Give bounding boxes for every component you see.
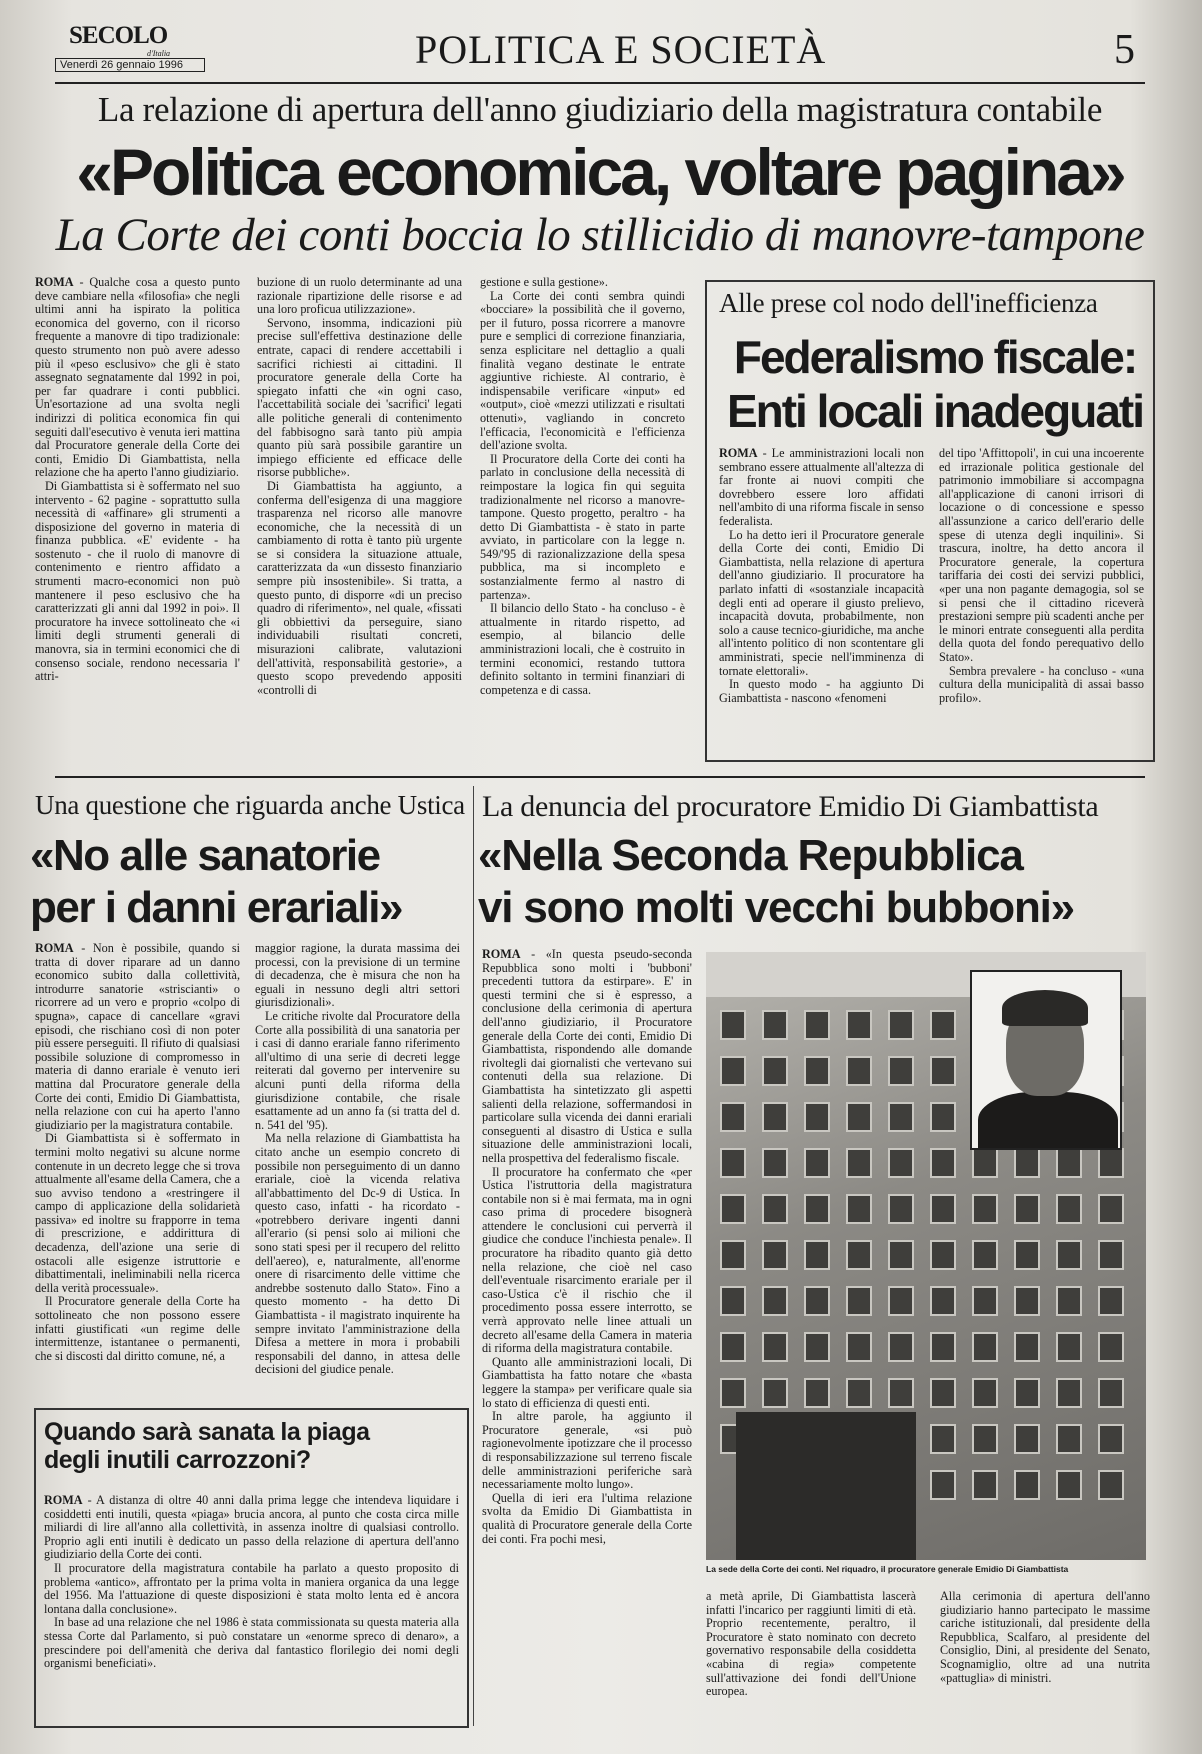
page-number: 5 xyxy=(1114,27,1135,73)
building-window xyxy=(720,1148,746,1178)
building-window xyxy=(930,1010,956,1040)
building-window xyxy=(1098,1240,1124,1270)
building-window xyxy=(846,1102,872,1132)
paragraph: - Qualche cosa a questo punto deve cambiare nella «filosofia» che negli ultimi anni ha ispirato la politica economica del governo, con il ricorso frequente a manovre di tipo tradizionale: questo strumento non può avere adesso più il «peso esclusivo» che gli è stato assegnato segnatamente dal 1992 in poi, per far quadrare i conti pubblici. Un'esortazione ad una svolta negli indirizzi di politica economica fin qui seguiti dall'esecutivo è venuta ieri mattina dal Procuratore generale della Corte dei conti, Emidio Di Giambattista, nella relazione che ha aperto l'anno giudiziario. xyxy=(35,276,240,480)
building-window xyxy=(1098,1286,1124,1316)
building-window xyxy=(1098,1424,1124,1454)
building-window xyxy=(720,1102,746,1132)
building-window xyxy=(762,1056,788,1086)
ustica-column-1 xyxy=(35,942,240,1402)
building-window xyxy=(762,1148,788,1178)
building-window xyxy=(888,1240,914,1270)
building-window xyxy=(930,1332,956,1362)
building-window xyxy=(972,1424,998,1454)
building-window xyxy=(762,1102,788,1132)
building-window xyxy=(930,1424,956,1454)
building-window xyxy=(888,1194,914,1224)
building-window xyxy=(846,1240,872,1270)
logo-name: SECOLO xyxy=(69,22,168,49)
headline-line: «No alle sanatorie xyxy=(30,831,380,880)
building-window xyxy=(804,1332,830,1362)
building-window xyxy=(972,1148,998,1178)
paragraph: In questo modo - ha aggiunto Di Giambattista - nascono «fenomeni xyxy=(719,677,924,705)
building-window xyxy=(762,1286,788,1316)
paragraph: Le critiche rivolte dal Procuratore della Corte alla possibilità di una sanatoria per i casi di danno erariale fanno riferimento all'ultimo di una serie di decreti legge reiterati dal governo per intervenire su alcuni punti della riforma della giurisdizione contabile, che risale esattamente ad un anno fa (si tratta del d. n. 541 del '95). xyxy=(255,1008,460,1132)
building-window xyxy=(888,1286,914,1316)
building-window xyxy=(888,1332,914,1362)
building-window xyxy=(720,1240,746,1270)
building-window xyxy=(762,1010,788,1040)
building-window xyxy=(972,1378,998,1408)
bubboni-kicker: La denuncia del procuratore Emidio Di Giambattista xyxy=(482,790,1099,823)
photo-caption: La sede della Corte dei conti. Nel riquadro, il procuratore generale Emidio Di Giambattista xyxy=(706,1564,1069,1574)
paragraph: a metà aprile, Di Giambattista lascerà infatti l'incarico per raggiunti limiti di età. Proprio recentemente, peraltro, il Procuratore è stato nominato con decreto governativo responsabile della cosiddetta «cabina di regia» competente sull'attivazione dei fondi dell'Unione europea. xyxy=(706,1590,916,1699)
paragraph: - Non è possibile, quando si tratta di dover riparare ad un danno economico subito dalla collettività, introdurre sanatorie «striscianti» o ricorrere ad un vero e proprio «colpo di spugna», capace di cancellare «gravi episodi, che rischiano così di non poter più essere perseguiti. Il rifiuto di qualsiasi possibile soluzione di compromesso in materia di danno erariale è venuto ieri mattina dal Procuratore generale della Corte dei conti, Emidio Di Giambattista, nella relazione con cui ha aperto l'anno giudiziario per la magistratura contabile. xyxy=(35,942,240,1132)
building-window xyxy=(1056,1424,1082,1454)
building-window xyxy=(930,1470,956,1500)
building-window xyxy=(804,1102,830,1132)
paragraph: Quanto alle amministrazioni locali, Di Giambattista ha fatto notare che «basta leggere la stampa» per verificare quale sia lo stato di efficienza di questi enti. xyxy=(482,1354,692,1410)
building-window xyxy=(1056,1286,1082,1316)
building-window xyxy=(930,1102,956,1132)
top-story-column-3 xyxy=(480,276,685,766)
building-window xyxy=(846,1194,872,1224)
building-window xyxy=(972,1286,998,1316)
bubboni-headline xyxy=(478,830,1168,934)
building-window xyxy=(888,1102,914,1132)
headline-line: per i danni erariali» xyxy=(30,883,402,932)
top-story-kicker: La relazione di apertura dell'anno giudiziario della magistratura contabile xyxy=(97,90,1103,129)
building-window xyxy=(1056,1378,1082,1408)
building-window xyxy=(930,1240,956,1270)
portrait-hair xyxy=(1002,990,1088,1026)
building-window xyxy=(762,1240,788,1270)
paragraph: buzione di un ruolo determinante ad una razionale ripartizione delle risorse e ad una loro proficua utilizzazione». xyxy=(257,276,462,317)
building-window xyxy=(1014,1148,1040,1178)
building-window xyxy=(804,1194,830,1224)
paragraph: gestione e sulla gestione». xyxy=(480,276,608,289)
headline-line: degli inutili carrozzoni? xyxy=(44,1446,311,1474)
building-window xyxy=(720,1378,746,1408)
building-window xyxy=(720,1056,746,1086)
building-window xyxy=(720,1332,746,1362)
building-window xyxy=(930,1056,956,1086)
bubboni-column-3 xyxy=(940,1590,1150,1730)
paragraph: In altre parole, ha aggiunto il Procuratore generale, «si può ragionevolmente ipotizzare che il processo di responsabilizzazione sul terreno fiscale delle amministrazioni periferiche sarà necessariamente molto lungo». xyxy=(482,1409,692,1492)
building-window xyxy=(930,1148,956,1178)
building-window xyxy=(804,1286,830,1316)
portrait-body xyxy=(978,1092,1118,1150)
headline-line: «Nella Seconda Repubblica xyxy=(478,831,1023,880)
column-divider xyxy=(473,786,474,1726)
building-window xyxy=(1098,1194,1124,1224)
federalismo-headline xyxy=(715,330,1155,438)
headline-line: Enti locali inadeguati xyxy=(726,385,1144,437)
paragraph: Servono, insomma, indicazioni più precise sull'effettiva destinazione delle entrate, capaci di rendere accettabili i sacrifici richiesti ai cittadini. Il procuratore generale della Corte ha spiegato infatti che «in ogni caso, l'accettabilità sociale dei 'sacrifici' legati alle politiche generali di contenimento del fabbisogno sarà tanto più ampia quanto più sarà possibile garantire un impiego efficiente ed efficace delle risorse pubbliche». xyxy=(257,315,462,480)
building-window xyxy=(930,1194,956,1224)
procuratore-portrait-inset xyxy=(970,970,1122,1150)
paragraph: Quella di ieri era l'ultima relazione svolta da Emidio Di Giambattista in qualità di Procuratore generale della Corte dei conti. Fra pochi mesi, xyxy=(482,1490,692,1546)
building-window xyxy=(804,1056,830,1086)
paragraph: Il Procuratore generale della Corte ha sottolineato che non possono essere infatti giustificati «un regime delle intermittenze, istantanee o permanenti, che si discosti dal diritto comune, né, a xyxy=(35,1294,240,1363)
carrozzoni-headline xyxy=(44,1418,464,1474)
building-window xyxy=(846,1378,872,1408)
building-window xyxy=(846,1056,872,1086)
top-story-headline: «Politica economica, voltare pagina» xyxy=(76,135,1124,209)
logo-subtitle: d'Italia xyxy=(147,49,171,58)
building-window xyxy=(1098,1332,1124,1362)
carrozzoni-box xyxy=(34,1408,469,1728)
issue-date: Venerdì 26 gennaio 1996 xyxy=(55,58,205,72)
building-window xyxy=(846,1286,872,1316)
building-window xyxy=(1056,1332,1082,1362)
building-window xyxy=(804,1010,830,1040)
paragraph: Di Giambattista si è soffermato nel suo intervento - 62 pagine - soprattutto sulla necessità di «affinare» gli strumenti a disposizione del governo in materia di finanza pubblica. «E' evidente - ha sostenuto - che il ruolo di manovre di contenimento e rientro affidato a strumenti macro-economici non può mantenere il peso esclusivo che ha caratterizzati gli anni dal 1992 in poi». Il procuratore ha invece sottolineato che «i limiti degli strumenti generali di manovra, sia in termini economici che di consenso sociale, rendono necessaria l' attri- xyxy=(35,478,240,684)
building-window xyxy=(846,1148,872,1178)
building-window xyxy=(972,1240,998,1270)
building-window xyxy=(1014,1194,1040,1224)
bubboni-column-1 xyxy=(482,948,692,1728)
ustica-headline xyxy=(30,830,480,934)
masthead-rule xyxy=(55,82,1145,84)
building-window xyxy=(972,1194,998,1224)
building-window xyxy=(1014,1286,1040,1316)
building-window xyxy=(1014,1240,1040,1270)
headline-line: Quando sarà sanata la piaga xyxy=(44,1418,370,1446)
section-title: POLITICA E SOCIETÀ xyxy=(415,27,827,72)
paragraph: Di Giambattista ha aggiunto, a conferma dell'esigenza di una maggiore trasparenza nel ricorso alle manovre economiche, che la necessità di un cambiamento di rotta è tanto più urgente se si considera la situazione attuale, caratterizzata da «un dissesto finanziario sempre più insostenibile». Si tratta, a questo punto, di disporre «di un preciso quadro di riferimento», nel quale, «fissati gli obbiettivi da perseguire, siano individuabili risultati concreti, misurazioni calibrate, valutazioni dell'attività, responsabilità gestorie», a questo scopo prevedendo appositi «controlli di xyxy=(257,478,462,697)
headline-line: Federalismo fiscale: xyxy=(733,331,1137,383)
federalismo-column-2 xyxy=(939,447,1144,752)
building-window xyxy=(804,1148,830,1178)
building-window xyxy=(1056,1470,1082,1500)
building-window xyxy=(1098,1148,1124,1178)
top-story-column-1 xyxy=(35,276,240,766)
paragraph: del tipo 'Affittopoli', in cui una incoerente ed irrazionale politica gestionale del patrimonio immobiliare si accompagna all'applicazione di canoni irrisori di locazione o di concessione e spesso all'assunzione a carico dell'erario delle spese di utenza degli inquilini». Si trascura, inoltre, ha detto ancora il Procuratore generale, la copertura tariffaria dei costi dei servizi pubblici, «per una non pagante demagogia, sol se si pensi che il cittadino riceverà prestazioni sempre più scadenti anche per le minori entrate conseguenti alla perdita della quota del fondo perequativo dello Stato». xyxy=(939,447,1144,664)
building-window xyxy=(1014,1332,1040,1362)
federalismo-column-1 xyxy=(719,447,924,752)
building-window xyxy=(888,1056,914,1086)
top-story-column-2 xyxy=(257,276,462,766)
paragraph: In base ad una relazione che nel 1986 è stata commissionata su questa materia alla stessa Corte dal Parlamento, si può constatare un «enorme spreco di denaro», a prescindere poi dell'amenità che deriva dal fantastico florilegio dei nomi degli organismi beneficiati». xyxy=(44,1615,459,1671)
paragraph: - Le amministrazioni locali non sembrano essere attualmente all'altezza di far fronte ai nuovi compiti che dovrebbero essere loro affidati nell'ambito di una riforma fiscale in senso federalista. xyxy=(719,447,924,528)
building-window xyxy=(846,1010,872,1040)
headline-line: vi sono molti vecchi bubboni» xyxy=(478,883,1074,932)
newspaper-logo xyxy=(55,22,215,58)
ustica-column-2 xyxy=(255,942,460,1402)
building-entrance xyxy=(736,1412,916,1560)
ustica-kicker: Una questione che riguarda anche Ustica xyxy=(35,790,465,820)
section-divider xyxy=(55,776,1145,778)
bubboni-column-2 xyxy=(706,1590,916,1730)
paragraph: Ma nella relazione di Giambattista ha citato anche un esempio concreto di possibile non perseguimento di un danno erariale, cioè la vicenda relativa all'abbattimento del Dc-9 di Ustica. In questo caso, infatti - ha ricordato - «potrebbero derivare ingenti danni all'erario (si pensi solo ai milioni che sono stati spesi per il recupero del relitto dell'aereo), e, naturalmente, all'enorme onere di risarcimento delle vittime che andrebbe sostenuto dallo Stato». Fino a questo momento - ha detto Di Giambattista - il magistrato inquirente ha sempre invitato l'amministrazione della Difesa a mettere in mora i probabili responsabili del danno, in attesa delle decisioni del giudice penale. xyxy=(255,1131,460,1377)
masthead xyxy=(55,18,1145,80)
paragraph: Alla cerimonia di apertura dell'anno giudiziario hanno partecipato le massime cariche istituzionali, dal presidente della Repubblica, Scalfaro, al presidente del Consiglio, Dini, al presidente del Senato, Scognamiglio, oltre ad una nutrita «pattuglia» di ministri. xyxy=(940,1590,1150,1685)
building-window xyxy=(972,1332,998,1362)
federalismo-kicker: Alle prese col nodo dell'inefficienza xyxy=(719,288,1098,318)
paragraph: Il procuratore ha confermato che «per Ustica l'istruttoria della magistratura contabile non si è mai fermata, ma in ogni caso prima di procedere bisognerà attendere le conclusioni cui perverrà il giudice che conduce l'inchiesta penale». Il procuratore ha ribadito quanto già detto nella relazione, che cioè nel caso dell'eventuale risarcimento erariale per il caso-Ustica c'è il rischio che il procedimento possa essere interrotto, se verrà approvato nelle linee attuali un decreto all'esame della Camera in materia di riforma della magistratura contabile. xyxy=(482,1164,692,1356)
building-window xyxy=(930,1378,956,1408)
dateline: ROMA xyxy=(719,447,758,460)
paragraph: Sembra prevalere - ha concluso - «una cultura della municipalità di assai basso profilo». xyxy=(939,663,1144,705)
paragraph: Il Procuratore della Corte dei conti ha parlato in conclusione della necessità di reimpostare la logica fin qui seguita tradizionalmente nel ricorso a manovre-tampone. Questo progetto, peraltro - ha detto Di Giambattista - è stato in parte avviato, in particolare con la legge n. 549/'95 di razionalizzazione della spesa pubblica, ma si incompleto e sostanzialmente fermo al nastro di partenza». xyxy=(480,451,685,602)
building-window xyxy=(1014,1424,1040,1454)
building-window xyxy=(846,1332,872,1362)
building-window xyxy=(762,1194,788,1224)
building-window xyxy=(930,1286,956,1316)
building-window xyxy=(720,1010,746,1040)
paragraph: Il procuratore della magistratura contabile ha parlato a questo proposito di problema «antico», affrontato per la prima volta in maniera organica da una legge del 1956. Ma l'attuazione di queste disposizioni è stata molto lenta ed è ancora lontana dalla conclusione». xyxy=(44,1560,459,1616)
building-window xyxy=(762,1378,788,1408)
dateline: ROMA xyxy=(35,276,74,289)
paragraph: Lo ha detto ieri il Procuratore generale della Corte dei conti, Emidio Di Giambattista, nella relazione di apertura dell'anno giudiziario. Il procuratore ha parlato infatti di «sostanziale incapacità degli enti ad operare il giusto prelievo, incapacità dovuta, probabilmente, non solo a cause tecnico-giuridiche, ma anche all'intento politico di non scontentare gli amministrati, specie nell'imminenza di tornate elettorali». xyxy=(719,527,924,678)
building-window xyxy=(720,1194,746,1224)
paragraph: maggior ragione, la durata massima dei processi, con la previsione di un termine di decadenza, che è misura che non ha eguali in nessuno degli altri settori giurisdizionali». xyxy=(255,942,460,1010)
building-window xyxy=(1056,1240,1082,1270)
building-window xyxy=(804,1378,830,1408)
building-window xyxy=(888,1378,914,1408)
paragraph: - A distanza di oltre 40 anni dalla prima legge che intendeva liquidare i cosiddetti enti inutili, questa «piaga» brucia ancora, al punto che costa circa mille miliardi di lire all'anno alla collettività, in assenza inoltre di qualsiasi controllo. Proprio agli enti inutili è dedicato un passo della relazione di apertura dell'anno giudiziario della Corte dei conti. xyxy=(44,1494,459,1562)
top-story-subhead: La Corte dei conti boccia lo stillicidio di manovre-tampone xyxy=(55,209,1145,261)
paragraph: - «In questa pseudo-seconda Repubblica sono molti i 'bubboni' precedenti tuttora da estirpare». E' in questi termini che si è espresso, a conclusione della cerimonia di apertura dell'anno giudiziario, il Procuratore generale della Corte dei conti, Emidio Di Giambattista, rispondendo alle domande rivoltegli dai giornalisti che vertevano sui contenuti della sua relazione. Di Giambattista ha sintetizzato gli aspetti salienti della relazione, soffermandosi in particolare sulla vicenda dei danni erariali conseguenti al disastro di Ustica e sulla situazione delle amministrazioni locali, nella prospettiva del federalismo fiscale. xyxy=(482,948,692,1165)
paragraph: La Corte dei conti sembra quindi «bocciare» la possibilità che il governo, per il futuro, possa ricorrere a manovre pure e semplici di correzione finanziaria, senza esplicitare nel dettaglio a quali finalità vegano destinate le entrate aggiuntive richieste. Al contrario, è indispensabile verificare «input» ed «output», cioè «mezzi utilizzati e risultati ottenuti», vagliando in concreto l'efficacia, l'economicità e l'efficienza dell'azione svolta. xyxy=(480,288,685,453)
building-window xyxy=(1056,1194,1082,1224)
dateline: ROMA xyxy=(44,1494,83,1507)
federalismo-box xyxy=(705,280,1155,762)
building-window xyxy=(762,1332,788,1362)
building-window xyxy=(888,1010,914,1040)
paragraph: Di Giambattista si è soffermato in termini molto negativi su alcune norme contenute in un decreto legge che si trova attualmente all'esame della Camera, che a suo avviso tendono a «restringere il campo di applicazione della solidarietà passiva» ed inoltre su frapporre in tema di prescrizione, e addirittura di decadenza, dell'azione una serie di ostacoli alle esigenze istruttorie e dibattimentali, ineliminabili nella ricerca della verità processuale». xyxy=(35,1131,240,1295)
building-window xyxy=(1014,1378,1040,1408)
dateline: ROMA xyxy=(482,948,521,961)
paragraph: Il bilancio dello Stato - ha concluso - è attualmente in ritardo rispetto, ad esempio, al bilancio delle amministrazioni locali, che è costruito in termini economici, restando tuttora definito soltanto in termini finanziari di competenza e di cassa. xyxy=(480,601,685,697)
building-window xyxy=(1098,1470,1124,1500)
building-window xyxy=(1056,1148,1082,1178)
dateline: ROMA xyxy=(35,942,74,955)
building-window xyxy=(888,1148,914,1178)
building-window xyxy=(1098,1378,1124,1408)
building-window xyxy=(1014,1470,1040,1500)
building-window xyxy=(720,1286,746,1316)
carrozzoni-body xyxy=(44,1494,459,1722)
building-window xyxy=(804,1240,830,1270)
building-window xyxy=(972,1470,998,1500)
